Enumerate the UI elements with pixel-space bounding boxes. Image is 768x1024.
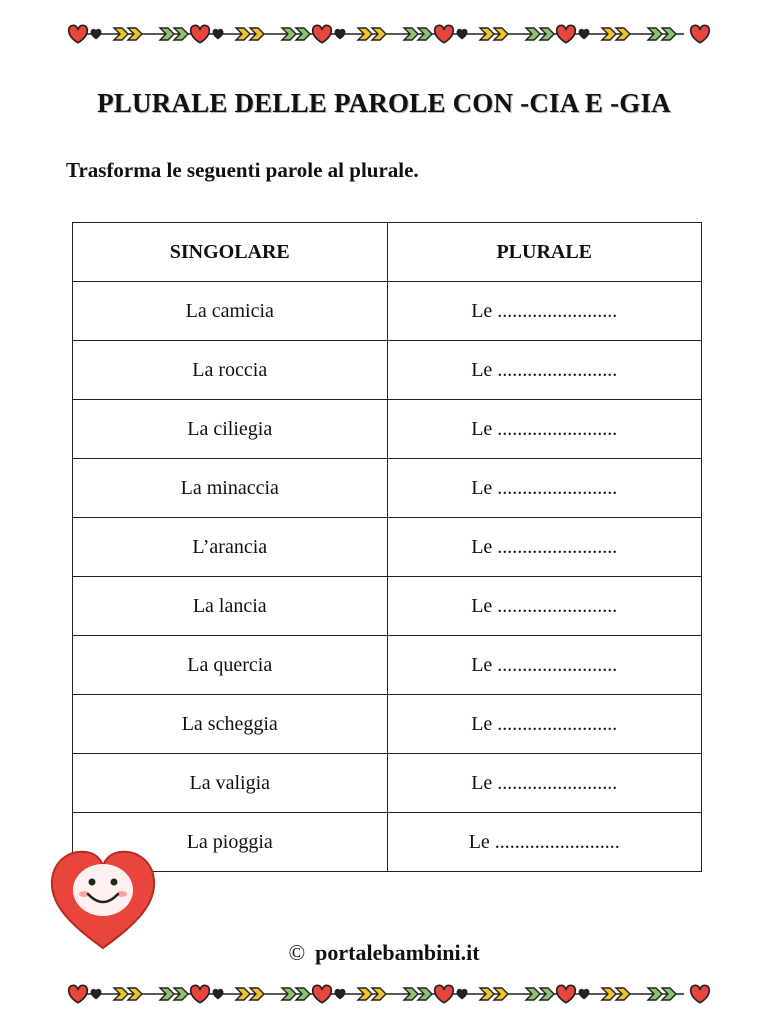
- heart-icon: [457, 990, 466, 999]
- singular-cell: L’arancia: [73, 518, 388, 577]
- heart-icon: [435, 985, 454, 1002]
- site-name[interactable]: portalebambini.it: [315, 940, 480, 965]
- copyright-symbol: ©: [288, 940, 306, 965]
- heart-icon: [69, 985, 88, 1002]
- plural-answer-cell[interactable]: Le ........................: [387, 577, 702, 636]
- heart-icon: [91, 30, 100, 39]
- heart-icon: [191, 985, 210, 1002]
- instruction-text: Trasforma le seguenti parole al plurale.: [66, 158, 419, 182]
- decorative-border-bottom: [60, 972, 724, 1012]
- page-title: PLURALE DELLE PAROLE CON -CIA E -GIA: [97, 88, 671, 118]
- plural-exercise-table: [72, 222, 702, 872]
- plural-answer-cell[interactable]: Le ........................: [387, 754, 702, 813]
- column-header-singular: SINGOLARE: [73, 223, 388, 282]
- plural-answer-cell[interactable]: Le ........................: [387, 518, 702, 577]
- singular-cell: La minaccia: [73, 459, 388, 518]
- table-header-row: [73, 223, 702, 282]
- heart-icon: [435, 25, 454, 42]
- table-row: [73, 813, 702, 872]
- singular-cell: La lancia: [73, 577, 388, 636]
- footer-credit: [0, 940, 768, 966]
- heart-icon: [335, 990, 344, 999]
- decorative-border-top: [60, 12, 724, 52]
- heart-icon: [191, 25, 210, 42]
- heart-icon: [691, 25, 710, 42]
- table-row: [73, 518, 702, 577]
- table-row: [73, 754, 702, 813]
- plural-answer-cell[interactable]: Le ........................: [387, 282, 702, 341]
- singular-cell: La roccia: [73, 341, 388, 400]
- singular-cell: La scheggia: [73, 695, 388, 754]
- singular-cell: La ciliegia: [73, 400, 388, 459]
- heart-arrow-border-bottom: [60, 972, 724, 1012]
- heart-icon: [557, 25, 576, 42]
- table-row: [73, 459, 702, 518]
- table-row: [73, 400, 702, 459]
- plural-answer-cell[interactable]: Le ........................: [387, 695, 702, 754]
- heart-icon: [213, 990, 222, 999]
- table-row: [73, 636, 702, 695]
- plural-answer-cell[interactable]: Le ........................: [387, 459, 702, 518]
- smiling-heart-icon: [48, 848, 158, 952]
- table-row: [73, 577, 702, 636]
- heart-icon: [457, 30, 466, 39]
- heart-icon: [91, 990, 100, 999]
- singular-cell: La quercia: [73, 636, 388, 695]
- singular-cell: La pioggia: [73, 813, 388, 872]
- table-row: [73, 341, 702, 400]
- heart-icon: [579, 30, 588, 39]
- singular-cell: La valigia: [73, 754, 388, 813]
- heart-icon: [691, 985, 710, 1002]
- table-row: [73, 695, 702, 754]
- heart-icon: [313, 25, 332, 42]
- singular-cell: La camicia: [73, 282, 388, 341]
- column-header-plural: PLURALE: [387, 223, 702, 282]
- plural-answer-cell[interactable]: Le .........................: [387, 813, 702, 872]
- heart-icon: [69, 25, 88, 42]
- heart-icon: [557, 985, 576, 1002]
- heart-icon: [313, 985, 332, 1002]
- plural-answer-cell[interactable]: Le ........................: [387, 400, 702, 459]
- plural-answer-cell[interactable]: Le ........................: [387, 341, 702, 400]
- heart-icon: [213, 30, 222, 39]
- heart-icon: [579, 990, 588, 999]
- plural-answer-cell[interactable]: Le ........................: [387, 636, 702, 695]
- table-row: [73, 282, 702, 341]
- heart-icon: [335, 30, 344, 39]
- heart-arrow-border-top: [60, 12, 724, 52]
